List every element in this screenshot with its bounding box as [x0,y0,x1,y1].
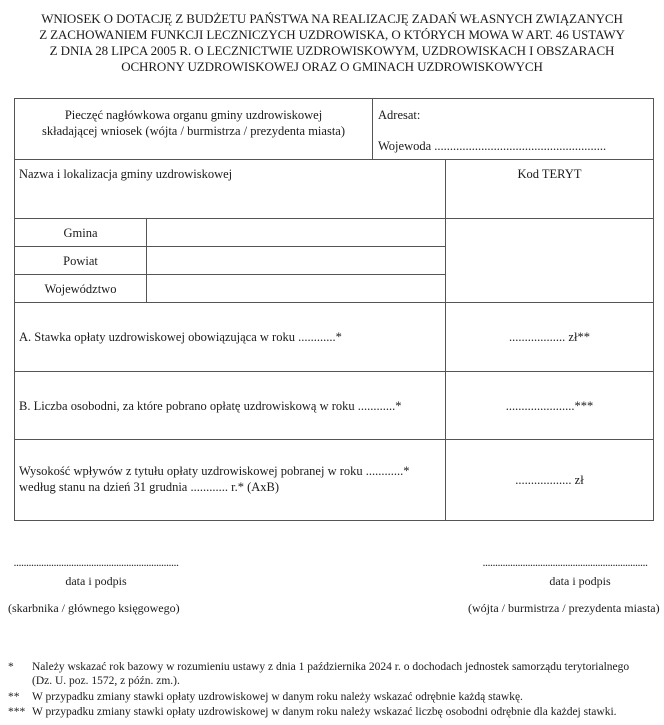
voivode-field[interactable]: Wojewoda ....................................................... [378,139,607,153]
row-c-line: Wysokość wpływów z tytułu opłaty uzdrowiskowej pobranej w roku ............* [19,464,410,478]
location-header: Nazwa i lokalizacja gminy uzdrowiskowej [19,167,233,181]
footnote-mark: * [8,661,14,673]
row-divider [14,439,654,440]
row-c-value[interactable]: .................. zł [515,473,584,487]
row-c-line: według stanu na dzień 31 grudnia ............ r.* (AxB) [19,480,280,494]
gmina-label: Gmina [63,226,98,240]
teryt-field[interactable] [446,219,653,302]
signature-line[interactable]: .................................................................. [13,555,179,569]
footnote-1 [8,660,664,688]
signature-role: (skarbnika / głównego księgowego) [8,601,180,615]
powiat-label: Powiat [63,254,98,268]
table-border-right [653,98,654,521]
footnote-2 [8,690,664,704]
footnote-mark: ** [8,691,20,703]
row-b-value[interactable]: ......................*** [505,399,594,413]
footnote-text: W przypadku zmiany stawki opłaty uzdrowiskowej w danym roku należy wskazać liczbę osobodni odrębnie dla każdej stawki. [32,706,617,718]
gmina-field[interactable] [147,219,445,246]
signature-line[interactable]: .................................................................. [482,555,648,569]
footnote-text: W przypadku zmiany stawki opłaty uzdrowiskowej w danym roku należy wskazać odrębnie każdą stawkę. [32,691,523,703]
document-title [0,11,664,75]
signature-right [468,555,660,616]
row-b-label: B. Liczba osobodni, za które pobrano opłatę uzdrowiskową w roku ............* [19,399,402,413]
row-c-label [19,463,410,495]
wojewodztwo-label: Województwo [44,282,117,296]
addressee-label: Adresat: [378,108,421,122]
title-line: OCHRONY UZDROWISKOWEJ ORAZ O GMINACH UZDROWISKOWYCH [121,59,543,74]
table-border-left [14,98,15,521]
signature-caption: data i podpis [549,574,611,588]
table-border-bottom [14,520,654,521]
title-line: Z ZACHOWANIEM FUNKCJI LECZNICZYCH UZDROWISKA, O KTÓRYCH MOWA W ART. 46 USTAWY [39,27,625,42]
footnote-text: Należy wskazać rok bazowy w rozumieniu ustawy z dnia 1 października 2024 r. o dochodach jednostek samorządu terytorialnego [32,661,630,673]
title-line: Z DNIA 28 LIPCA 2005 R. O LECZNICTWIE UZDROWISKOWYM, UZDROWISKACH I OBSZARACH [49,43,615,58]
stamp-line: Pieczęć nagłówkowa organu gminy uzdrowiskowej [64,108,323,122]
row-divider [14,371,654,372]
footnote-3 [8,705,664,719]
row-divider [14,302,654,303]
powiat-field[interactable] [147,247,445,274]
title-line: WNIOSEK O DOTACJĘ Z BUDŻETU PAŃSTWA NA REALIZACJĘ ZADAŃ WŁASNYCH ZWIĄZANYCH [41,11,623,26]
row-divider [14,159,654,160]
teryt-header: Kod TERYT [517,167,582,181]
stamp-cell [15,107,372,139]
footnote-mark: *** [8,706,26,718]
wojewodztwo-field[interactable] [147,275,445,302]
table-border-top [14,98,654,99]
stamp-divider [372,98,373,159]
stamp-line: składającej wniosek (wójta / burmistrza / prezydenta miasta) [41,124,345,138]
signature-left [8,555,184,616]
signature-caption: data i podpis [65,574,127,588]
row-a-label: A. Stawka opłaty uzdrowiskowej obowiązująca w roku ............* [19,330,342,344]
row-a-value[interactable]: .................. zł** [509,330,590,344]
signature-role: (wójta / burmistrza / prezydenta miasta) [468,601,660,615]
footnote-text: (Dz. U. poz. 1572, z późn. zm.). [32,675,180,687]
